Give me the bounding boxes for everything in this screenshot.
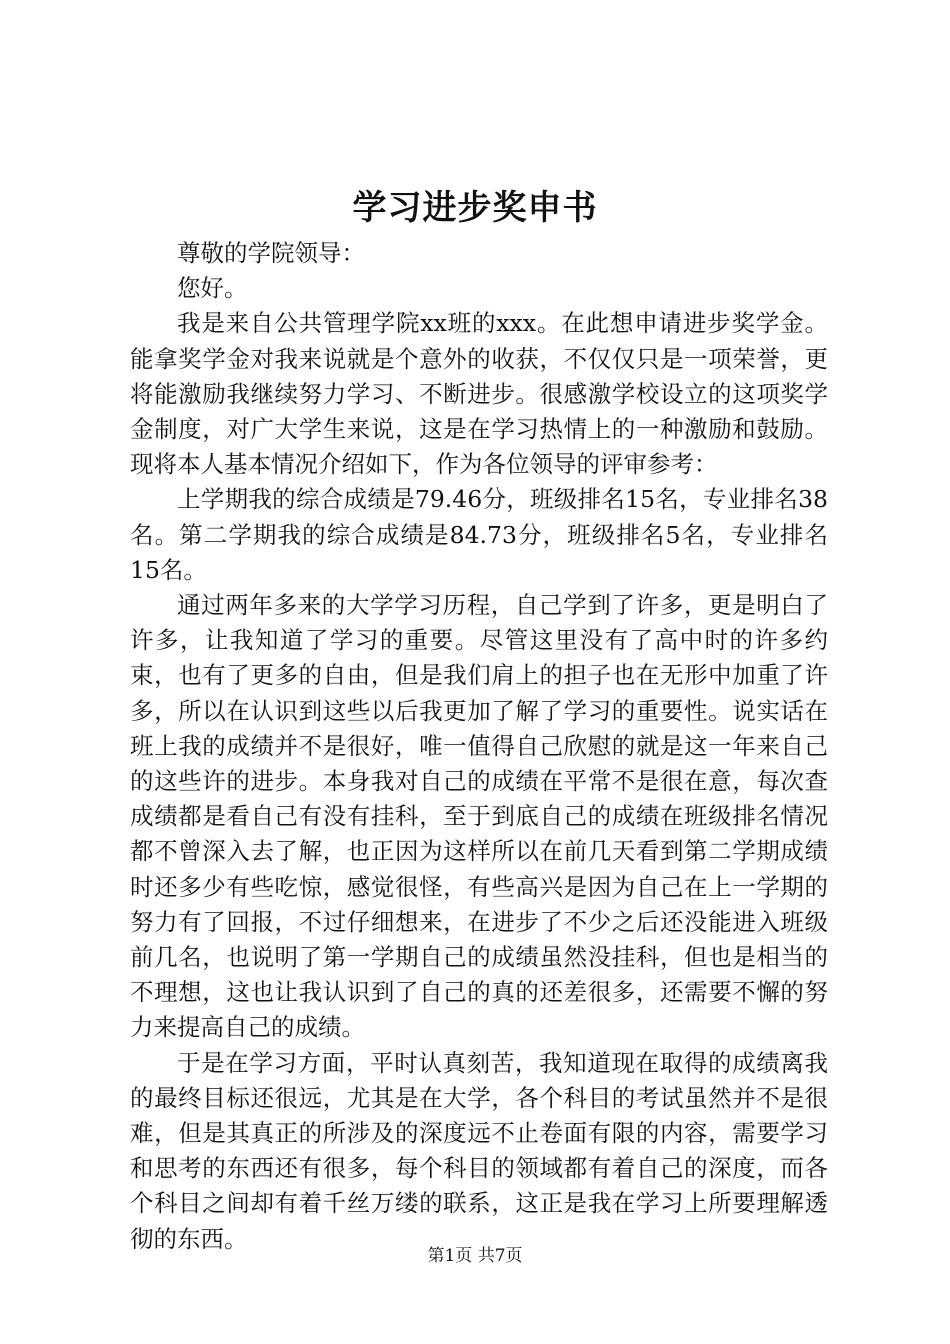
greeting: 您好。 bbox=[177, 274, 248, 303]
document-body bbox=[130, 236, 828, 1257]
document-title: 学习进步奖申书 bbox=[352, 188, 598, 228]
paragraph: 我是来自公共管理学院xx班的xxx。在此想申请进步奖学金。能拿奖学金对我来说就是个意外的收获，不仅仅只是一项荣誉，更将能激励我继续努力学习、不断进步。很感激学校设立的这项奖学金制度，对广大学生来说，这是在学习热情上的一种激励和鼓励。现将本人基本情况介绍如下，作为各位领导的评审参考： bbox=[130, 309, 828, 479]
paragraph: 于是在学习方面，平时认真刻苦，我知道现在取得的成绩离我的最终目标还很远，尤其是在大学，各个科目的考试虽然并不是很难，但是其真正的所涉及的深度远不止卷面有限的内容，需要学习和思考的东西还有很多，每个科目的领域都有着自己的深度，而各个科目之间却有着千丝万缕的联系，这正是我在学习上所要理解透彻的东西。 bbox=[130, 1048, 828, 1253]
paragraph: 上学期我的综合成绩是79.46分，班级排名15名，专业排名38名。第二学期我的综合成绩是84.73分，班级排名5名，专业排名15名。 bbox=[130, 485, 828, 584]
salutation: 尊敬的学院领导： bbox=[177, 239, 365, 267]
page-footer: 第1页 共7页 bbox=[427, 1246, 523, 1266]
paragraph: 通过两年多来的大学学习历程，自己学到了许多，更是明白了许多，让我知道了学习的重要。尽管这里没有了高中时的许多约束，也有了更多的自由，但是我们肩上的担子也在无形中加重了许多，所以在认识到这些以后我更加了解了学习的重要性。说实话在班上我的成绩并不是很好，唯一值得自己欣慰的就是这一年来自己的这些许的进步。本身我对自己的成绩在平常不是很在意，每次查成绩都是看自己有没有挂科，至于到底自己的成绩在班级排名情况都不曾深入去了解，也正因为这样所以在前几天看到第二学期成绩时还多少有些吃惊，感觉很怪，有些高兴是因为自己在上一学期的努力有了回报，不过仔细想来，在进步了不少之后还没能进入班级前几名，也说明了第一学期自己的成绩虽然没挂科，但也是相当的不理想，这也让我认识到了自己的真的还差很多，还需要不懈的努力来提高自己的成绩。 bbox=[130, 591, 828, 1042]
